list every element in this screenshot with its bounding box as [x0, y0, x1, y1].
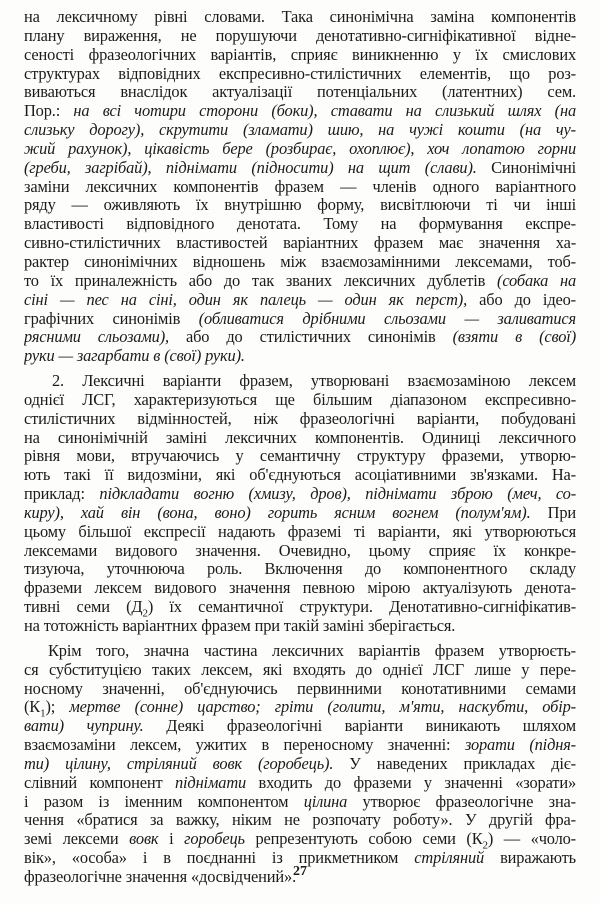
text-line: (греби, загрібай), піднімати (підносити) на щит (слави). Синонімічні	[24, 158, 576, 177]
text-line: вік», «особа» і в поєднанні із прикметником стріляний виражають	[24, 849, 576, 868]
text-line: носному значенні, об'єднуючись первинними конотативними семами	[24, 679, 576, 698]
text-line: $(К_1)$; мертве (сонне) царство; гріти (голити, м'яти, наскубти, обір-	[24, 698, 576, 718]
page-number: 27	[293, 864, 307, 879]
text-line: вати) чуприну. Деякі фразеологічні варіанти виникають шляхом	[24, 717, 576, 736]
text-line: цьому більшої експресії надають фраземі ті варіанти, які утворюються	[24, 522, 576, 541]
text-line: Крім того, значна частина лексичних варіантів фразем утворюєть-	[48, 641, 576, 660]
text-line: фраземи лексем видового значення певною мірою актуалізують денота-	[24, 579, 576, 598]
text-line: ряду — оживляють їх внутрішню форму, висвітлюючи ті чи інші	[24, 196, 576, 215]
text-line: і разом із іменним компонентом цілина утворює фразеологічне зна-	[24, 792, 576, 811]
text-line: фразеологічне значення «досвідчений».	[24, 867, 297, 886]
text-line: то їх приналежність або до так званих лексичних дублетів (собака на	[24, 271, 576, 290]
text-line: структурах відповідних експресивно-стилістичних елементів, що роз-	[24, 64, 576, 83]
text-line: рясними сльозами), або до стилістичних синонімів (взяти в (свої)	[24, 328, 576, 347]
text-line: однієї ЛСГ, характеризуються ще більшим діапазоном експресивно-	[24, 390, 576, 409]
text-line: на тотожність варіантних фразем при такій заміні зберігається.	[24, 617, 456, 635]
text-line: сивно-стилістичних властивостей варіантних фразем має значення ха-	[24, 234, 576, 253]
text-line: виваються внаслідок актуалізації потенціальних (латентних) сем.	[24, 83, 576, 102]
text-line: руки — загарбати в (свої) руки).	[24, 347, 245, 366]
text-line: тизуюча, уточнююча роль. Включення до компонентного складу	[24, 560, 576, 579]
text-line: сеності фразеологічних варіантів, сприяє виникненню у їх смислових	[24, 45, 576, 64]
text-line: плану вираження, не порушуючи денотативно-сигніфікативної відне-	[24, 26, 576, 45]
text-line: заміни лексичних компонентів фразем — членів одного варіантного	[24, 177, 576, 196]
paragraph-1	[24, 8, 576, 366]
text-line: стилістичних відмінностей, ніж фразеологічні варіанти, побудовані	[24, 409, 576, 428]
text-line: тивні семи $(Д_2)$ їх семантичної структури. Денотативно-сигніфікатив-	[24, 598, 576, 617]
text-line: ють такі її видозміни, які об'єднуються асоціативними зв'язками. На-	[24, 466, 576, 485]
text-line: приклад: підкладати вогню (хмизу, дров), піднімати зброю (меч, со-	[24, 485, 576, 504]
text-line: земі лексеми вовк і горобець репрезентують собою семи $(К_2)$ — «чоло-	[24, 830, 576, 850]
text-line: на лексичному рівні словами. Така синонімічна заміна компонентів	[24, 8, 576, 26]
text-line: слівний компонент піднімати входить до фраземи у значенні «зорати»	[24, 773, 576, 792]
text-line: 2. Лексичні варіанти фразем, утворювані взаємозаміною лексем	[52, 372, 576, 391]
text-line: жий рахунок), цікавість бере (розбирає, охоплює), хоч лопатою горни	[24, 139, 576, 158]
text-line: графічних синонімів (обливатися дрібними сльозами — заливатися	[24, 309, 576, 328]
text-line: киру), хай він (вона, воно) горить ясним вогнем (полум'ям). При	[24, 503, 576, 522]
text-line: ся субституцією таких лексем, які входять до однієї ЛСГ лише у пере-	[24, 660, 576, 679]
text-line: чення «братися за важку, ніким не розпочату роботу». У другій фра-	[24, 811, 576, 830]
text-line: ти) цілину, стріляний вовк (горобець). У наведених прикладах діє-	[24, 754, 576, 773]
text-line: Пор.: на всі чотири сторони (боки), ставати на слизький шлях (на	[24, 102, 576, 121]
paragraph-2	[24, 372, 576, 636]
text-line: на синонімічній заміні лексичних компонентів. Одиниці лексичного	[24, 428, 576, 447]
text-line: властивості відповідного денотата. Тому на формування експре-	[24, 215, 576, 234]
text-line: слизьку дорогу), скрутити (зламати) шию, на чужі кошти (на чу-	[24, 121, 576, 140]
text-line: сіні — пес на сіні, один як палець — один як перст), або до ідео-	[24, 290, 576, 309]
text-line: лексемами видового значення. Очевидно, цьому сприяє їх конкре-	[24, 541, 576, 560]
text-line: взаємозаміни лексем, ужитих в переносному значенні: зорати (підня-	[24, 736, 576, 755]
text-line: рівня мови, втручаючись у семантичну структуру фраземи, утворю-	[24, 447, 576, 466]
text-line: рактер синонімічних відношень між взаємозамінними лексемами, тоб-	[24, 252, 576, 271]
paragraph-3	[24, 642, 576, 887]
